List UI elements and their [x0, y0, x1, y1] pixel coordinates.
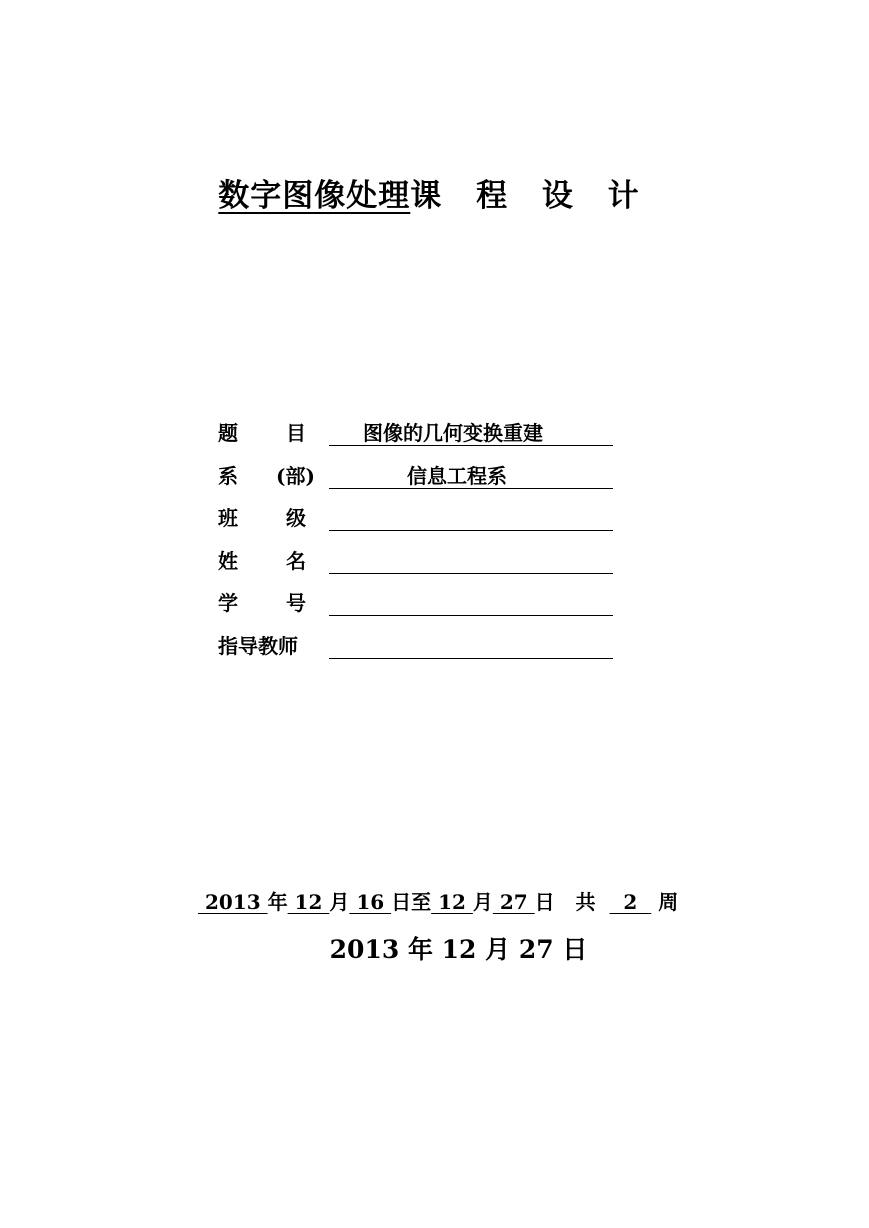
- class-field[interactable]: [329, 503, 613, 531]
- start-day: 16: [349, 890, 392, 914]
- department-label-char-2: (部): [276, 463, 315, 488]
- topic-label: [218, 418, 313, 448]
- page-title: [0, 170, 869, 215]
- name-field[interactable]: [329, 546, 613, 574]
- end-day: 27: [492, 890, 535, 914]
- student-id-field[interactable]: [329, 588, 613, 616]
- day-to-char: 日至: [391, 890, 432, 914]
- advisor-label: 指导教师: [218, 633, 298, 658]
- month-char: 月: [329, 890, 350, 914]
- course-name: 数字图像处理: [218, 178, 411, 214]
- day-char: 日: [534, 890, 555, 914]
- topic-label-char-2: 目: [286, 421, 306, 445]
- name-label-char-1: 姓: [218, 548, 238, 573]
- class-label: [218, 503, 313, 533]
- start-year: 2013: [198, 890, 268, 914]
- name-row: [218, 546, 618, 589]
- class-row: [218, 503, 618, 546]
- topic-row: [218, 418, 618, 461]
- department-label: [218, 461, 313, 491]
- student-id-label-char-1: 学: [218, 591, 238, 615]
- advisor-field[interactable]: [329, 631, 613, 659]
- year-char: 年: [267, 890, 288, 914]
- department-row: [218, 461, 618, 504]
- month-char-2: 月: [472, 890, 493, 914]
- total-char: 共: [575, 890, 596, 914]
- topic-label-char-1: 题: [218, 421, 238, 445]
- advisor-row: [218, 631, 618, 674]
- department-label-char-1: 系: [218, 463, 238, 488]
- info-form: [218, 418, 618, 673]
- week-char: 周: [658, 890, 679, 914]
- student-id-label-char-2: 号: [286, 591, 306, 615]
- end-month: 12: [431, 890, 473, 914]
- class-label-char-2: 级: [286, 506, 306, 530]
- student-id-row: [218, 588, 618, 631]
- weeks-count: 2: [609, 890, 652, 914]
- student-id-label: [218, 588, 313, 618]
- department-field[interactable]: 信息工程系: [329, 461, 613, 489]
- title-suffix: 课 程 设 计: [410, 178, 651, 214]
- bottom-date: 2013 年 12 月 27 日: [329, 935, 588, 964]
- topic-field[interactable]: 图像的几何变换重建: [329, 418, 613, 446]
- name-label: [218, 546, 313, 576]
- date-range: [198, 886, 678, 915]
- start-month: 12: [287, 890, 330, 914]
- name-label-char-2: 名: [286, 548, 306, 573]
- class-label-char-1: 班: [218, 506, 238, 530]
